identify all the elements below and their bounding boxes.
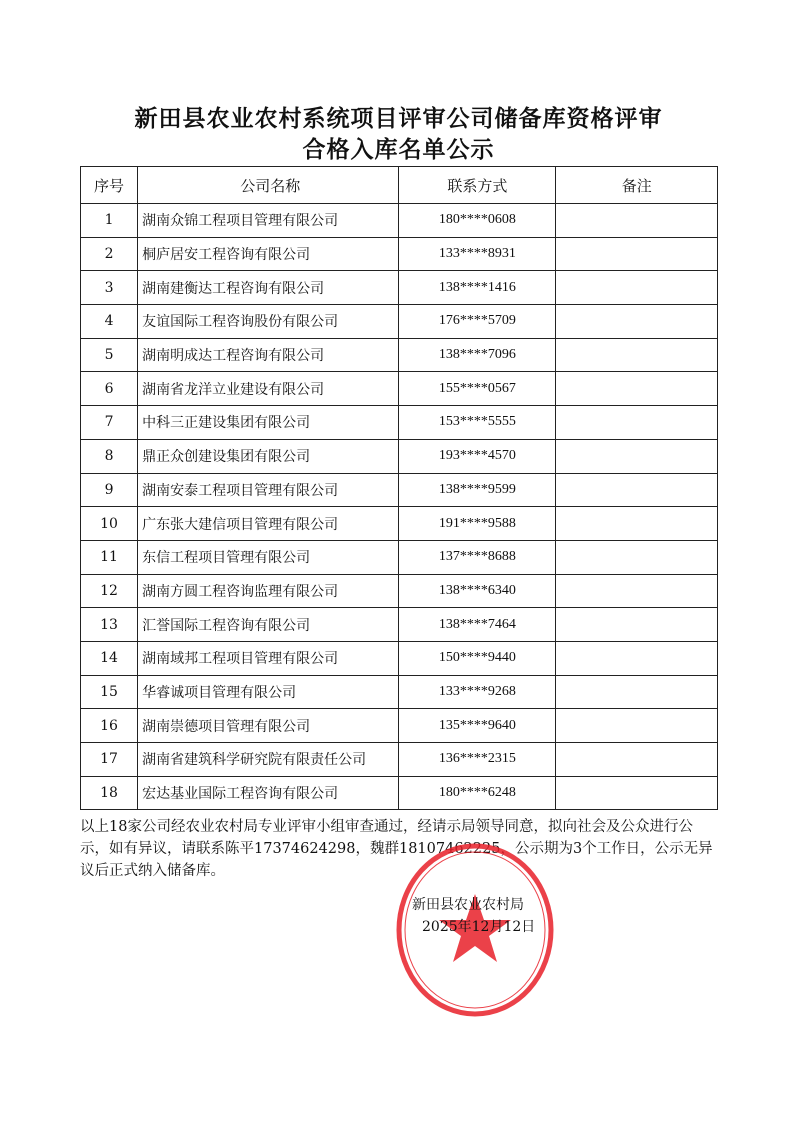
row-index: 16	[81, 709, 138, 743]
remark	[556, 776, 718, 810]
contact: 135****9640	[399, 709, 556, 743]
col-remark: 备注	[556, 167, 718, 204]
contact: 191****9588	[399, 507, 556, 541]
company-name: 中科三正建设集团有限公司	[138, 406, 399, 440]
remark	[556, 540, 718, 574]
signature-date: 2025年12月12日	[422, 919, 536, 935]
company-name: 湖南省建筑科学研究院有限责任公司	[138, 743, 399, 777]
table-row	[81, 439, 718, 473]
table-row	[81, 608, 718, 642]
table-row	[81, 776, 718, 810]
row-index: 2	[81, 237, 138, 271]
company-name: 桐庐居安工程咨询有限公司	[138, 237, 399, 271]
table-header	[81, 167, 718, 204]
row-index: 13	[81, 608, 138, 642]
table-row	[81, 271, 718, 305]
table-row	[81, 204, 718, 238]
remark	[556, 473, 718, 507]
row-index: 10	[81, 507, 138, 541]
row-index: 4	[81, 305, 138, 339]
remark	[556, 338, 718, 372]
company-name: 宏达基业国际工程咨询有限公司	[138, 776, 399, 810]
row-index: 6	[81, 372, 138, 406]
table-row	[81, 338, 718, 372]
contact: 138****1416	[399, 271, 556, 305]
table-row	[81, 372, 718, 406]
col-contact: 联系方式	[399, 167, 556, 204]
table-row	[81, 473, 718, 507]
col-company: 公司名称	[138, 167, 399, 204]
contact: 138****9599	[399, 473, 556, 507]
contact: 180****6248	[399, 776, 556, 810]
remark	[556, 608, 718, 642]
table-row	[81, 507, 718, 541]
table-row	[81, 709, 718, 743]
row-index: 18	[81, 776, 138, 810]
remark	[556, 709, 718, 743]
contact: 136****2315	[399, 743, 556, 777]
remark	[556, 271, 718, 305]
row-index: 1	[81, 204, 138, 238]
row-index: 12	[81, 574, 138, 608]
title-line-1: 新田县农业农村系统项目评审公司储备库资格评审	[134, 105, 663, 132]
company-name: 湖南建衡达工程咨询有限公司	[138, 271, 399, 305]
table-row	[81, 237, 718, 271]
remark	[556, 574, 718, 608]
contact: 137****8688	[399, 540, 556, 574]
table-row	[81, 574, 718, 608]
contact: 138****7096	[399, 338, 556, 372]
remark	[556, 204, 718, 238]
table-row	[81, 743, 718, 777]
remark	[556, 507, 718, 541]
notice-text: 以上18家公司经农业农村局专业评审小组审查通过，经请示局领导同意，拟向社会及公众进行公示，如有异议，请联系陈平17374624298，魏群18107462225，公示期为3个工作日，公示无异议后正式纳入储备库。	[80, 819, 713, 879]
row-index: 17	[81, 743, 138, 777]
signature-org: 新田县农业农村局	[412, 897, 524, 913]
company-name: 友谊国际工程咨询股份有限公司	[138, 305, 399, 339]
company-name: 湖南域邦工程项目管理有限公司	[138, 641, 399, 675]
row-index: 9	[81, 473, 138, 507]
company-name: 湖南方圆工程咨询监理有限公司	[138, 574, 399, 608]
contact: 155****0567	[399, 372, 556, 406]
company-name: 广东张大建信项目管理有限公司	[138, 507, 399, 541]
contact: 176****5709	[399, 305, 556, 339]
company-name: 鼎正众创建设集团有限公司	[138, 439, 399, 473]
company-name: 华睿诚项目管理有限公司	[138, 675, 399, 709]
table-row	[81, 305, 718, 339]
row-index: 3	[81, 271, 138, 305]
remark	[556, 237, 718, 271]
contact: 138****7464	[399, 608, 556, 642]
company-name: 汇誉国际工程咨询有限公司	[138, 608, 399, 642]
remark	[556, 743, 718, 777]
company-name: 湖南众锦工程项目管理有限公司	[138, 204, 399, 238]
contact: 150****9440	[399, 641, 556, 675]
contact: 133****8931	[399, 237, 556, 271]
company-name: 湖南省龙洋立业建设有限公司	[138, 372, 399, 406]
company-name: 湖南崇德项目管理有限公司	[138, 709, 399, 743]
company-name: 东信工程项目管理有限公司	[138, 540, 399, 574]
table-row	[81, 641, 718, 675]
row-index: 5	[81, 338, 138, 372]
remark	[556, 675, 718, 709]
contact: 153****5555	[399, 406, 556, 440]
contact: 193****4570	[399, 439, 556, 473]
company-table	[80, 166, 718, 810]
remark	[556, 439, 718, 473]
row-index: 8	[81, 439, 138, 473]
company-name: 湖南安泰工程项目管理有限公司	[138, 473, 399, 507]
company-name: 湖南明成达工程咨询有限公司	[138, 338, 399, 372]
remark	[556, 305, 718, 339]
contact: 180****0608	[399, 204, 556, 238]
col-index: 序号	[81, 167, 138, 204]
contact: 138****6340	[399, 574, 556, 608]
contact: 133****9268	[399, 675, 556, 709]
remark	[556, 372, 718, 406]
row-index: 14	[81, 641, 138, 675]
table-row	[81, 540, 718, 574]
row-index: 7	[81, 406, 138, 440]
title-line-2: 合格入库名单公示	[302, 136, 495, 163]
row-index: 15	[81, 675, 138, 709]
table-row	[81, 675, 718, 709]
row-index: 11	[81, 540, 138, 574]
table-row	[81, 406, 718, 440]
remark	[556, 406, 718, 440]
remark	[556, 641, 718, 675]
